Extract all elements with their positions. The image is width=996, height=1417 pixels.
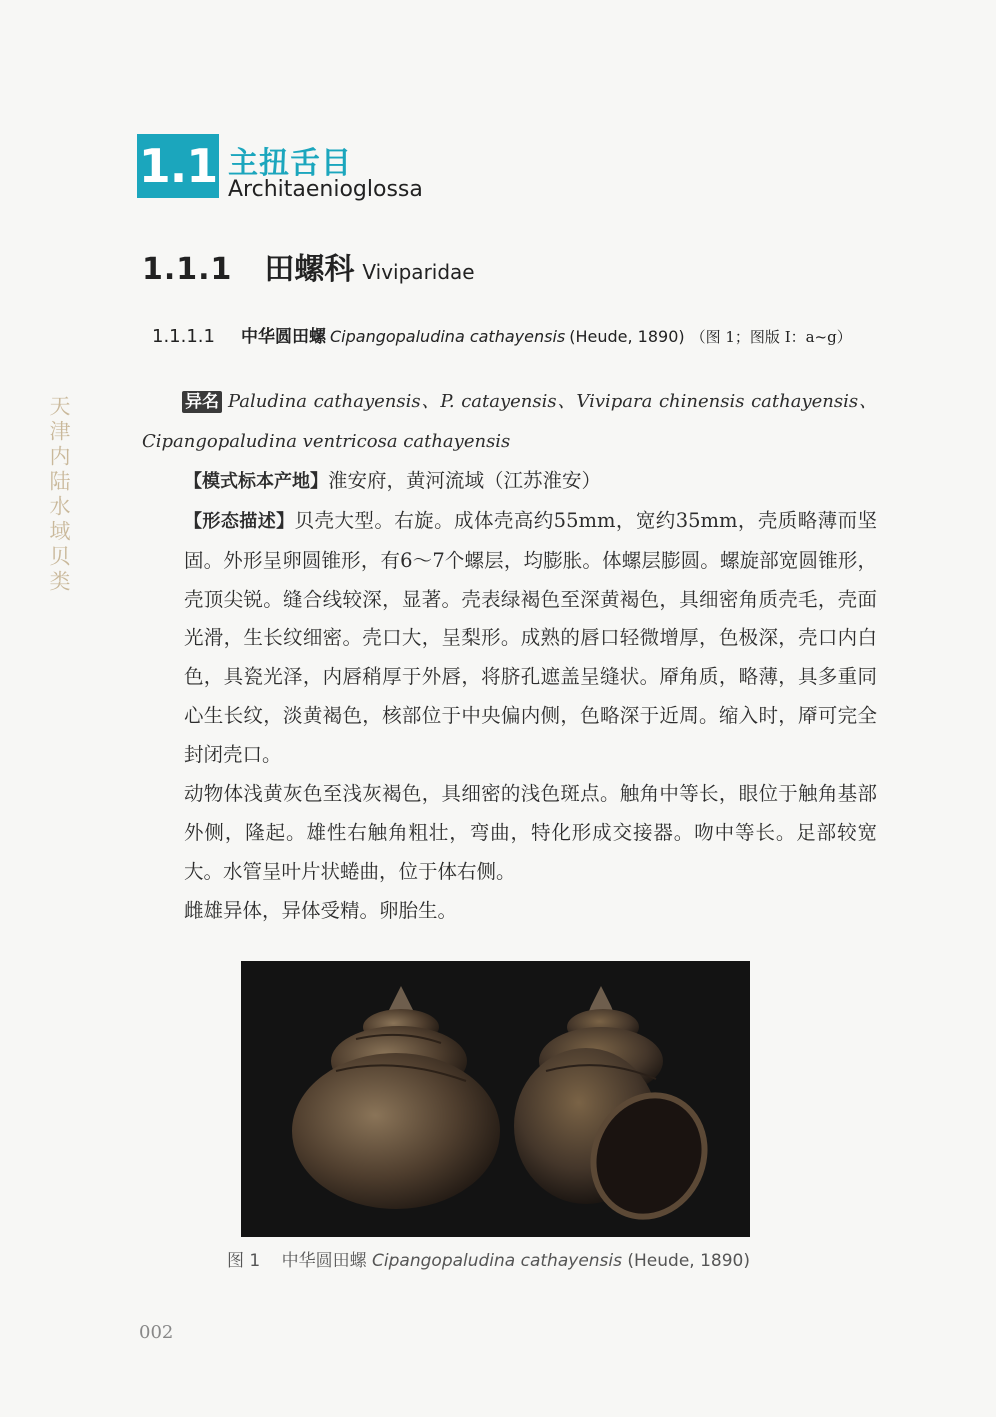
figure-number: 图 1 [227, 1251, 261, 1271]
figure-name-latin: Cipangopaludina cathayensis [372, 1251, 622, 1271]
species-author: (Heude, 1890) [569, 327, 685, 346]
species-heading [152, 322, 852, 347]
reproduction-paragraph: 雌雄异体，异体受精。卵胎生。 [184, 898, 458, 922]
family-name-latin: Viviparidae [362, 260, 475, 284]
type-locality-paragraph [142, 462, 877, 502]
family-heading [142, 244, 475, 288]
figure-caption [227, 1246, 750, 1271]
morphology-text: 贝壳大型。右旋。成体壳高约55mm，宽约35mm，壳质略薄而坚固。外形呈卵圆锥形，有6～7个螺层，均膨胀。体螺层膨圆。螺旋部宽圆锥形，壳顶尖锐。缝合线较深，显著。壳表绿褐色至深黄褐色，具细密角质壳毛，壳面光滑，生长纹细密。壳口大，呈梨形。成熟的唇口轻微增厚，色极深，壳口内白色，具瓷光泽，内唇稍厚于外唇，将脐孔遮盖呈缝状。厣角质，略薄，具多重同心生长纹，淡黄褐色，核部位于中央偏内侧，色略深于近周。缩入时，厣可完全封闭壳口。 [184, 508, 878, 767]
shell-apertural-view [292, 986, 500, 1209]
chapter-title-en: Architaenioglossa [228, 177, 423, 202]
shell-illustration [241, 961, 750, 1237]
chapter-number-badge: 1.1 [137, 134, 219, 198]
species-name-latin: Cipangopaludina cathayensis [329, 327, 566, 346]
species-name-cn: 中华圆田螺 [240, 327, 326, 347]
species-description [142, 382, 877, 931]
synonyms-paragraph [142, 382, 877, 462]
morphology-label: 【形态描述】 [184, 510, 295, 532]
figure-name-cn: 中华圆田螺 [281, 1251, 367, 1271]
figure-author: (Heude, 1890) [627, 1251, 750, 1271]
shell-aperture-view [514, 986, 724, 1235]
species-number: 1.1.1.1 [152, 326, 215, 347]
running-side-title: 天津内陆水域贝类 [47, 395, 71, 595]
synonyms-tag: 异名 [182, 391, 222, 413]
type-locality-text: 淮安府，黄河流域（江苏淮安） [328, 468, 602, 492]
animal-description-paragraph: 动物体浅黄灰色至浅灰褐色，具细密的浅色斑点。触角中等长，眼位于触角基部外侧，隆起。雄性右触角粗壮，弯曲，特化形成交接器。吻中等长。足部较宽大。水管呈叶片状蜷曲，位于体右侧。 [184, 782, 877, 883]
family-number: 1.1.1 [142, 252, 233, 287]
species-figure-reference: （图 1；图版 Ⅰ：a~g） [690, 328, 852, 346]
type-locality-label: 【模式标本产地】 [184, 470, 328, 492]
morphology-paragraph [142, 502, 877, 775]
family-name-cn: 田螺科 [264, 252, 355, 287]
chapter-title-cn: 主扭舌目 [228, 146, 352, 181]
synonyms-text: Paludina cathayensis、P. catayensis、Vivipara chinensis cathayensis、Cipangopaludina ventricosa cathayensis [142, 391, 877, 452]
shell-photograph [241, 961, 750, 1237]
page-number: 002 [139, 1322, 174, 1343]
